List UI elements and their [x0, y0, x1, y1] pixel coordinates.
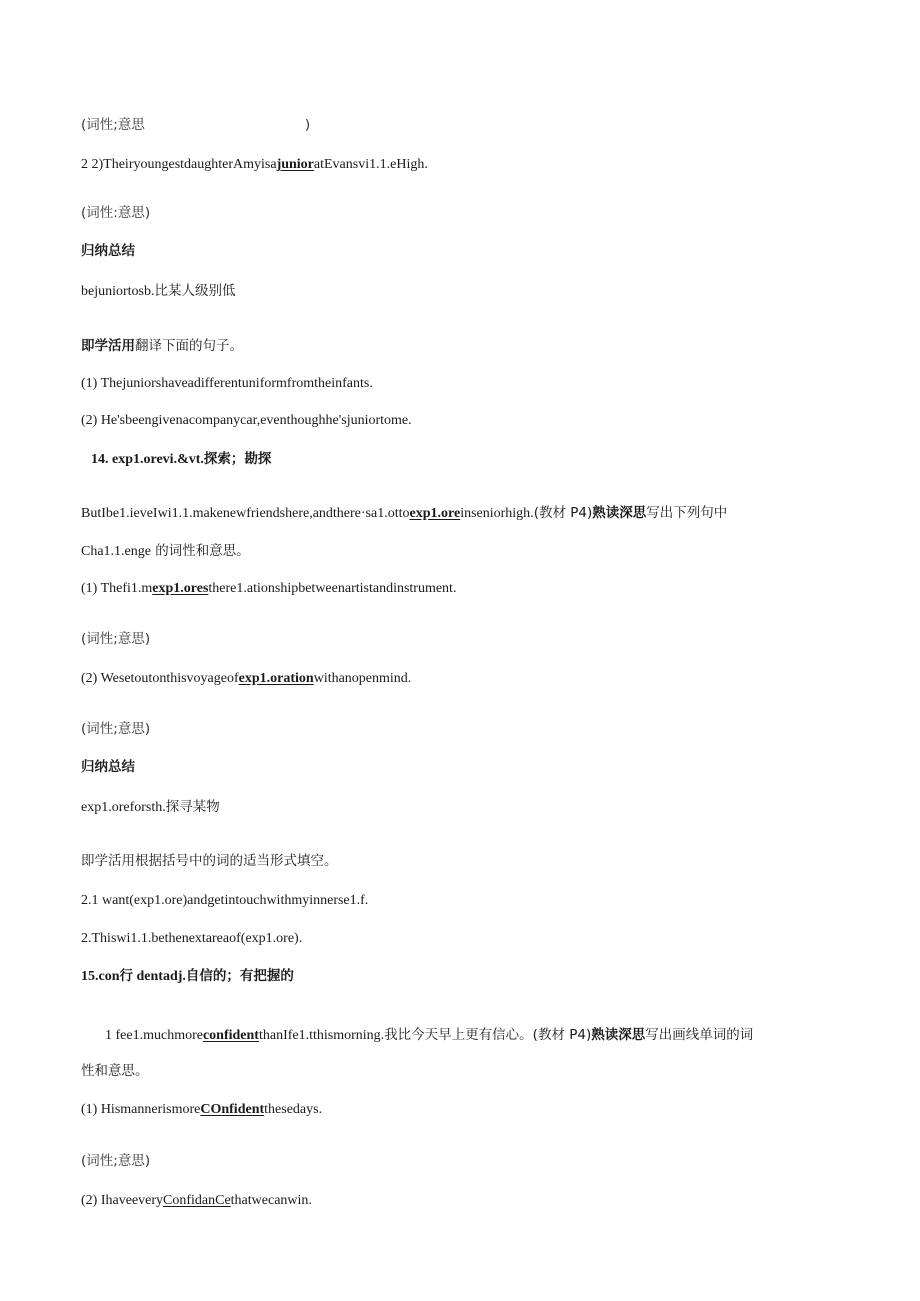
instruction-continuation: Cha1.1.enge 的词性和意思。: [81, 543, 250, 559]
exercise-item-confident: (1) HismannerismoreCOnfidentthesedays.: [81, 1102, 323, 1117]
phrase-explore-for: exp1.oreforsth.探寻某物: [81, 799, 220, 815]
blank-note-5: (词性;意思): [81, 1153, 151, 1169]
example-sentence-junior: 2 2)TheiryoungestdaughterAmyisajunioratEvansvi1.1.eHigh.: [81, 157, 428, 172]
example-sentence-explore: ButIbe1.ieveIwi1.1.makenewfriendshere,andthere·sa1.ottoexp1.oreinseniorhigh.(教材 P4)熟读深思写出下列句中: [81, 505, 728, 521]
section-heading-summary-2: 归纳总结: [81, 759, 135, 775]
exercise-instruction-fill: 即学活用根据括号中的词的适当形式填空。: [81, 853, 338, 869]
underlined-word: ConfidanCe: [163, 1193, 231, 1208]
exercise-item-1: (1) Thejuniorshaveadifferentuniformfromtheinfants.: [81, 376, 373, 391]
note-close: ): [304, 117, 311, 133]
vocab-heading-explore: 14. exp1.orevi.&vt.探索；勘探: [91, 451, 272, 467]
section-heading-summary: 归纳总结: [81, 243, 135, 259]
highlight-word: confident: [202, 1028, 259, 1043]
blank-note-2: (词性:意思): [81, 205, 151, 221]
vocab-heading-confident: 15.con行 dentadj.自信的；有把握的: [81, 968, 294, 984]
blank-note-1: [81, 115, 860, 135]
exercise-item-2: (2) He'sbeengivenacompanycar,eventhoughhe'sjuniortome.: [81, 413, 412, 428]
highlight-word: COnfident: [200, 1102, 265, 1117]
exercise-item-exploration: (2) Wesetoutonthisvoyageofexp1.orationwithanopenmind.: [81, 671, 412, 686]
phrase-junior-to: bejuniortosb.比某人级别低: [81, 283, 236, 299]
highlight-word: junior: [276, 157, 314, 172]
exercise-instruction-translate: 即学活用翻译下面的句子。: [81, 338, 243, 354]
instruction-continuation-2: 性和意思。: [81, 1063, 149, 1079]
fill-item-1: 2.1 want(exp1.ore)andgetintouchwithmyinnerse1.f.: [81, 893, 369, 908]
exercise-item-explores: (1) Thefi1.mexp1.oresthere1.ationshipbetweenartistandinstrument.: [81, 581, 457, 596]
highlight-word: exp1.oration: [238, 671, 314, 686]
fill-item-2: 2.Thiswi1.1.bethenextareaof(exp1.ore).: [81, 931, 303, 946]
blank-note-3: (词性;意思): [81, 631, 151, 647]
note-open: (词性;意思: [81, 117, 145, 133]
highlight-word: exp1.ores: [152, 581, 209, 596]
highlight-word: exp1.ore: [409, 506, 461, 521]
example-sentence-confident: 1 fee1.muchmoreconfidentthanIfe1.tthismorning.我比今天早上更有信心。(教材 P4)熟读深思写出画线单词的词: [105, 1027, 754, 1043]
blank-note-4: (词性;意思): [81, 721, 151, 737]
exercise-item-confidence: (2) IhaveeveryConfidanCethatwecanwin.: [81, 1193, 312, 1208]
